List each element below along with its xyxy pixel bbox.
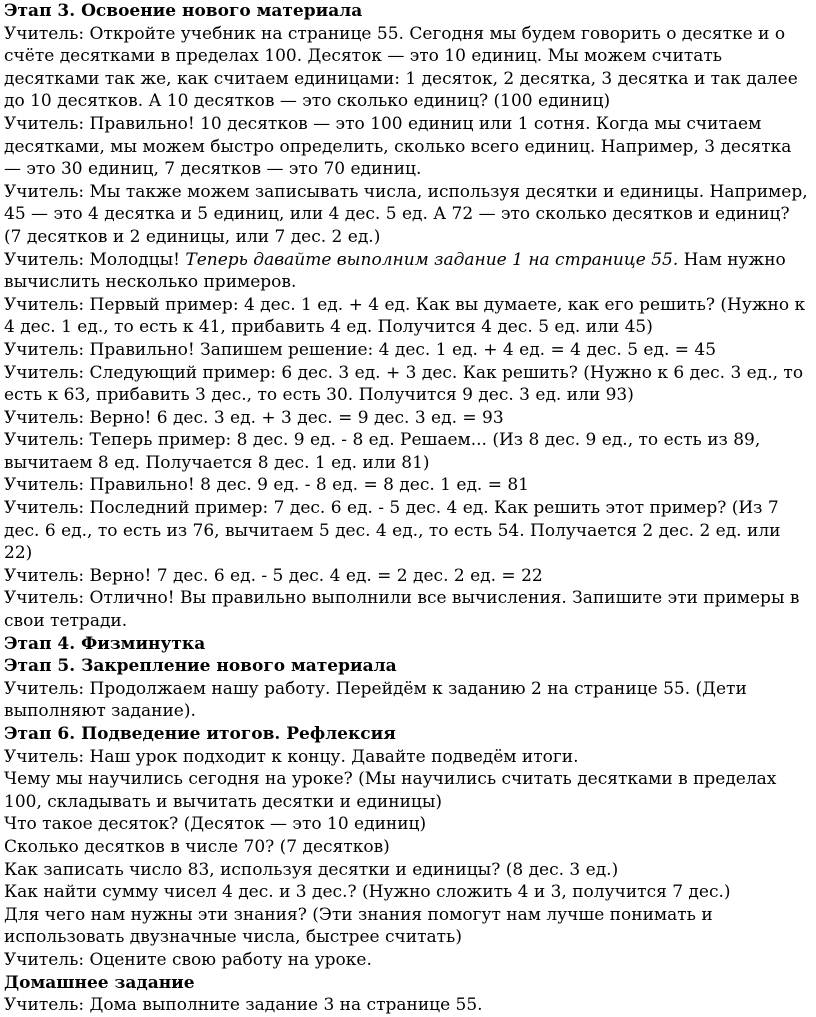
- stage3-paragraph-4-italic: Теперь давайте выполним задание 1 на странице 55.: [185, 249, 679, 270]
- stage6-paragraph-4: Сколько десятков в числе 70? (7 десятков): [4, 836, 390, 857]
- stage3-heading: Этап 3. Освоение нового материала: [4, 1, 363, 21]
- homework-paragraph-1: Учитель: Дома выполните задание 3 на странице 55.: [4, 995, 483, 1016]
- stage4-heading: Этап 4. Физминутка: [4, 633, 206, 654]
- homework-heading: Домашнее задание: [4, 972, 195, 993]
- stage6-paragraph-7: Для чего нам нужны эти знания? (Эти знания помогут нам лучше понимать и использовать двузначные числа, быстрее считать): [4, 904, 713, 948]
- stage3-paragraph-12: Учитель: Верно! 7 дес. 6 ед. - 5 дес. 4 ед. = 2 дес. 2 ед. = 22: [4, 565, 543, 586]
- stage6-paragraph-8: Учитель: Оцените свою работу на уроке.: [4, 949, 372, 970]
- stage3-paragraph-7: Учитель: Следующий пример: 6 дес. 3 ед. + 3 дес. Как решить? (Нужно к 6 дес. 3 ед., то есть к 63, прибавить 3 дес., то есть 30. Получится 9 дес. 3 ед. или 93): [4, 362, 804, 406]
- stage3-paragraph-9: Учитель: Теперь пример: 8 дес. 9 ед. - 8 ед. Решаем... (Из 8 дес. 9 ед., то есть из 89, вычитаем 8 ед. Получается 8 дес. 1 ед. или 81): [4, 430, 761, 473]
- stage3-paragraph-6: Учитель: Правильно! Запишем решение: 4 дес. 1 ед. + 4 ед. = 4 дес. 5 ед. = 45: [4, 339, 717, 360]
- stage3-paragraph-4-end: Нам нужно вычислить несколько примеров.: [4, 249, 786, 293]
- stage3-paragraph-11: Учитель: Последний пример: 7 дес. 6 ед. - 5 дес. 4 ед. Как решить этот пример? (Из 7 дес. 6 ед., то есть из 76, вычитаем 5 дес. 4 ед., то есть 54. Получается 2 дес. 2 ед. или 22): [4, 498, 781, 564]
- stage6-paragraph-2: Чему мы научились сегодня на уроке? (Мы научились считать десятками в пределах 100, складывать и вычитать десятки и единицы): [4, 769, 777, 812]
- stage6-paragraph-5: Как записать число 83, используя десятки и единицы? (8 дес. 3 ед.): [4, 859, 619, 880]
- stage5-paragraph-1: Учитель: Продолжаем нашу работу. Перейдём к заданию 2 на странице 55. (Дети выполняют задание).: [4, 678, 747, 722]
- stage6-paragraph-6: Как найти сумму чисел 4 дес. и 3 дес.? (Нужно сложить 4 и 3, получится 7 дес.): [4, 882, 731, 903]
- stage6-paragraph-1: Учитель: Наш урок подходит к концу. Давайте подведём итоги.: [4, 746, 579, 767]
- stage3-paragraph-10: Учитель: Правильно! 8 дес. 9 ед. - 8 ед. = 8 дес. 1 ед. = 81: [4, 475, 529, 496]
- stage3-paragraph-2: Учитель: Правильно! 10 десятков — это 100 единиц или 1 сотня. Когда мы считаем десятками, мы можем быстро определить, сколько всего единиц. Например, 3 десятка — это 30 единиц, 7 десятков — это 70 единиц.: [4, 113, 792, 180]
- stage3-paragraph-8: Учитель: Верно! 6 дес. 3 ед. + 3 дес. = 9 дес. 3 ед. = 93: [4, 407, 504, 428]
- stage3-paragraph-4: [4, 249, 812, 294]
- stage3-paragraph-13: Учитель: Отлично! Вы правильно выполнили все вычисления. Запишите эти примеры в свои тетради.: [4, 588, 800, 632]
- stage6-paragraph-3: Что такое десяток? (Десяток — это 10 единиц): [4, 814, 427, 835]
- stage6-heading: Этап 6. Подведение итогов. Рефлексия: [4, 724, 396, 744]
- stage3-paragraph-1: Учитель: Откройте учебник на странице 55. Сегодня мы будем говорить о десятке и о счёте десятками в пределах 100. Десяток — это 10 единиц. Мы можем считать десятками так же, как считаем единицами: 1 десяток, 2 десятка, 3 десятка и так далее до 10 десятков. А 10 десятков — это сколько единиц? (100 единиц): [4, 23, 798, 112]
- stage5-heading: Этап 5. Закрепление нового материала: [4, 656, 397, 677]
- stage3-paragraph-5: Учитель: Первый пример: 4 дес. 1 ед. + 4 ед. Как вы думаете, как его решить? (Нужно к 4 дес. 1 ед., то есть к 41, прибавить 4 ед. Получится 4 дес. 5 ед. или 45): [4, 294, 806, 338]
- stage3-paragraph-4-start: Учитель: Молодцы!: [4, 249, 186, 270]
- stage3-paragraph-3: Учитель: Мы также можем записывать числа, используя десятки и единицы. Например, 45 — это 4 десятка и 5 единиц, или 4 дес. 5 ед. А 72 — это сколько десятков и единиц? (7 десятков и 2 единицы, или 7 дес. 2 ед.): [4, 181, 808, 247]
